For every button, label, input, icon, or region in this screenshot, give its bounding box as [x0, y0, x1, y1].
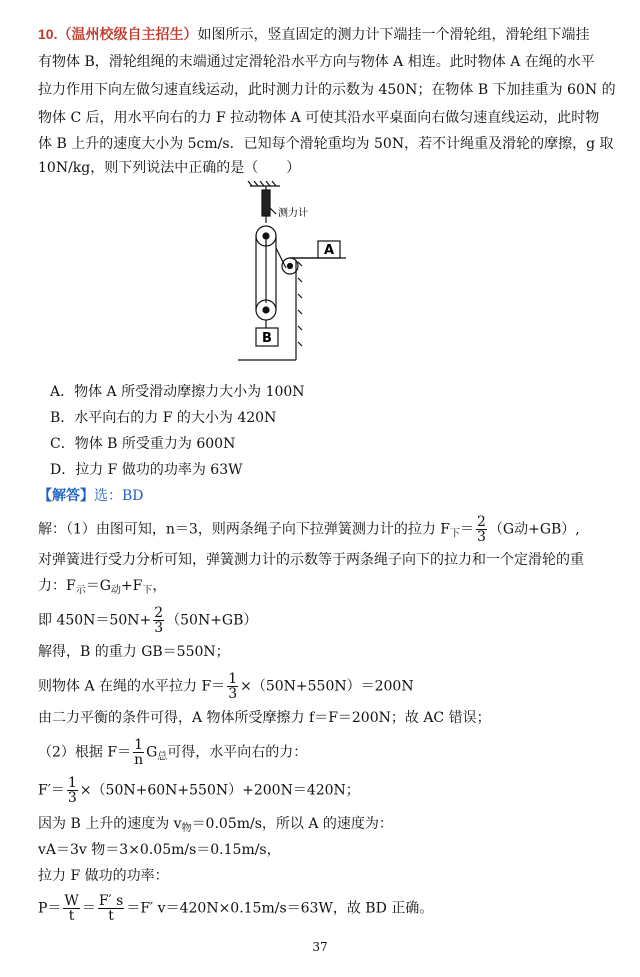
question-source: （温州校级自主招生）: [57, 27, 198, 43]
pulley-diagram: [218, 178, 348, 368]
solution-line-3: 力：$F_示=G_动+F_下$，: [38, 578, 167, 596]
page-number: 37: [312, 940, 328, 954]
solution-line-2: 对弹簧进行受力分析可知，弹簧测力计的示数等于两条绳子向下的拉力和一个定滑轮的重: [38, 552, 584, 568]
fraction: $\frac{F' s}{t}$: [98, 893, 124, 924]
solution-line-9: F′＝ $\frac{1}{3}$ ×（50N+60N+550N）+200N＝420N；: [38, 775, 360, 806]
solution-line-11: vA＝3v 物＝3×0.05m/s＝0.15m/s，: [38, 842, 281, 858]
solution-line-1: [38, 515, 580, 545]
question-number: 10.: [38, 26, 58, 42]
question-line: 拉力作用下向左做匀速直线运动，此时测力计的示数为 450N；在物体 B 下加挂重为 60N 的: [38, 82, 616, 98]
question-line: 如图所示，竖直固定的测力计下端挂一个滑轮组，滑轮组下端挂: [197, 27, 590, 43]
solution-line-5: 解得，B 的重力 GB＝550N；: [38, 644, 230, 660]
answer-label: 【解答】: [38, 488, 94, 504]
solution-text: ＝: [460, 521, 474, 538]
spring-scale-label: 测力计: [278, 208, 308, 219]
solution-line-13: P＝ $\frac{W}{t}$ ＝ $\frac{F' s}{t}$ ＝F′ v＝420N×0.15m/s＝63W，故 BD 正确。: [38, 893, 434, 924]
block-a-label: A: [324, 243, 335, 258]
question-line: 体 B 上升的速度大小为 5cm/s．已知每个滑轮重均为 50N，若不计绳重及滑轮的摩擦，g 取: [38, 136, 614, 152]
option-b: B．水平向右的力 F 的大小为 420N: [50, 410, 277, 426]
option-c: C．物体 B 所受重力为 600N: [50, 436, 236, 452]
question-line: 有物体 B，滑轮组绳的末端通过定滑轮沿水平方向与物体 A 相连。此时物体 A 在绳的水平: [38, 54, 595, 70]
solution-line-6: 则物体 A 在绳的水平拉力 F＝ $\frac{1}{3}$ ×（50N+550N）＝200N: [38, 671, 414, 702]
solution-text: 解：（1）由图可知，n＝3，则两条绳子向下拉弹簧测力计的拉力 F: [38, 521, 450, 538]
fraction: $\frac{2}{3}$: [477, 514, 486, 545]
fraction: $\frac{2}{3}$: [154, 605, 164, 636]
option-d: D．拉力 F 做功的功率为 63W: [50, 462, 243, 478]
fraction: $\frac{1}{3}$: [228, 671, 238, 702]
option-a: A．物体 A 所受滑动摩擦力大小为 100N: [50, 384, 305, 400]
solution-line-10: 因为 B 上升的速度为 $v_物=0.05m/s$，所以 A 的速度为：: [38, 816, 393, 834]
answer-line: [38, 486, 144, 506]
question-first-line: [38, 24, 589, 45]
subscript: 下: [450, 528, 460, 540]
solution-line-4: 即 450N＝50N+ $\frac{2}{3}$ （50N+GB）: [38, 605, 258, 636]
question-line: 10N/kg，则下列说法中正确的是（ ）: [38, 160, 301, 176]
answer-value: 选：BD: [94, 488, 144, 504]
solution-line-7: 由二力平衡的条件可得，A 物体所受摩擦力 f＝F＝200N；故 AC 错误；: [38, 710, 491, 726]
fraction: $\frac{1}{n}$: [134, 737, 144, 768]
fraction: $\frac{1}{3}$: [67, 775, 77, 806]
question-line: 物体 C 后，用水平向右的力 F 拉动物体 A 可使其沿水平桌面向右做匀速直线运动，此时物: [38, 110, 600, 126]
solution-line-8: （2）根据 F＝ $\frac{1}{n}$ $G_总$可得，水平向右的力：: [38, 737, 308, 768]
solution-text: （G动+GB）,: [488, 521, 580, 538]
fraction: $\frac{W}{t}$: [64, 893, 79, 924]
block-b-label: B: [262, 331, 272, 346]
solution-line-12: 拉力 F 做功的功率：: [38, 868, 169, 884]
